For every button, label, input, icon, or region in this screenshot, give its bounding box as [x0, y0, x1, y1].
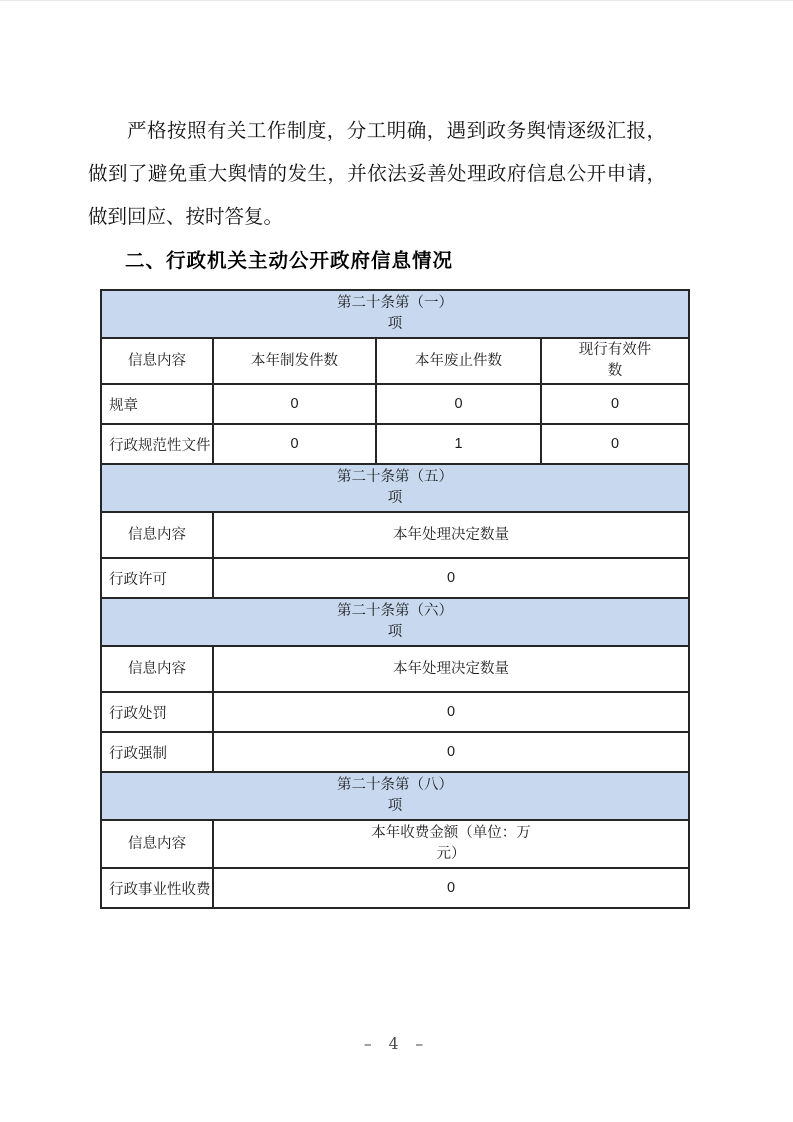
section-heading: 二、行政机关主动公开政府信息情况: [125, 250, 454, 272]
section-title: 第二十条第（五）项: [337, 469, 453, 506]
row-label-cell: 行政规范性文件: [101, 424, 213, 464]
column-header-row: [101, 820, 689, 868]
table-row: [101, 692, 689, 732]
column-header-cell: 信息内容: [101, 646, 213, 692]
row-label-cell: 行政事业性收费: [101, 868, 213, 908]
column-header-cell: 本年制发件数: [213, 338, 376, 384]
table-row: [101, 868, 689, 908]
section-header-row: [101, 598, 689, 646]
section-title-cell: [101, 598, 689, 646]
section-header-row: [101, 464, 689, 512]
section-title: 第二十条第（六）项: [337, 603, 453, 640]
column-header-label: 本年收费金额（单位：万元）: [371, 825, 531, 862]
column-header-cell: 本年废止件数: [376, 338, 541, 384]
value-cell: 0: [541, 384, 689, 424]
column-header-cell: 信息内容: [101, 820, 213, 868]
value-cell: 1: [376, 424, 541, 464]
value-cell: 0: [213, 424, 376, 464]
section-header-row: [101, 772, 689, 820]
value-cell: 0: [376, 384, 541, 424]
value-cell: 0: [213, 692, 689, 732]
value-cell: 0: [213, 732, 689, 772]
column-header-cell: 信息内容: [101, 512, 213, 558]
column-header-label: 现行有效件数: [578, 342, 652, 379]
page-number: – 4 –: [363, 1035, 430, 1053]
section-title: 第二十条第（八）项: [337, 777, 453, 814]
column-header-row: [101, 338, 689, 384]
section-header-row: [101, 290, 689, 338]
column-header-cell: 本年处理决定数量: [213, 512, 689, 558]
row-label-cell: 行政处罚: [101, 692, 213, 732]
body-paragraph: 严格按照有关工作制度，分工明确，遇到政务舆情逐级汇报，做到了避免重大舆情的发生，并依法妥善处理政府信息公开申请，做到回应、按时答复。: [88, 119, 666, 228]
column-header-cell: [541, 338, 689, 384]
column-header-row: [101, 646, 689, 692]
value-cell: 0: [213, 384, 376, 424]
column-header-cell: 信息内容: [101, 338, 213, 384]
column-header-cell: [213, 820, 689, 868]
row-label-cell: 行政许可: [101, 558, 213, 598]
section-title-cell: [101, 290, 689, 338]
disclosure-table: [100, 289, 690, 909]
row-label-cell: 行政强制: [101, 732, 213, 772]
section-title: 第二十条第（一）项: [337, 295, 453, 332]
table-row: [101, 384, 689, 424]
section-title-cell: [101, 464, 689, 512]
table-row: [101, 732, 689, 772]
value-cell: 0: [541, 424, 689, 464]
value-cell: 0: [213, 558, 689, 598]
value-cell: 0: [213, 868, 689, 908]
column-header-cell: 本年处理决定数量: [213, 646, 689, 692]
column-header-row: [101, 512, 689, 558]
table-row: [101, 558, 689, 598]
section-title-cell: [101, 772, 689, 820]
table-row: [101, 424, 689, 464]
page-content: [0, 1, 793, 909]
row-label-cell: 规章: [101, 384, 213, 424]
